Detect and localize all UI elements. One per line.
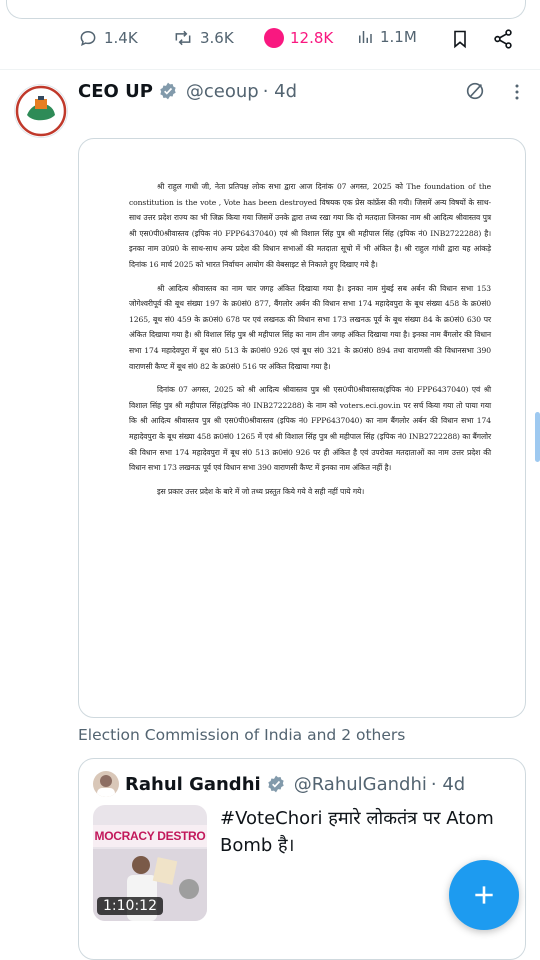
verified-badge-icon: [266, 774, 286, 794]
verified-badge-icon: [158, 81, 178, 101]
share-icon: [492, 28, 514, 50]
bookmark-button[interactable]: [450, 28, 470, 50]
quoted-author-name[interactable]: Rahul Gandhi: [125, 773, 261, 795]
repost-icon: [172, 28, 194, 48]
tweet-divider: [0, 69, 540, 70]
reply-button[interactable]: [78, 28, 138, 48]
quoted-tweet[interactable]: [78, 758, 526, 960]
compose-button[interactable]: [449, 860, 519, 930]
quoted-tweet-header: [125, 771, 465, 797]
bookmark-icon: [450, 28, 470, 50]
like-button[interactable]: [264, 28, 333, 48]
doc-paragraph-1: श्री राहुल गाधी जी, नेता प्रतिपक्ष लोक सभा द्वारा आज दिनांक 07 अगस्त, 2025 को The foundation of the constitution is the vote , Vote has been destroyed विषयक एक प्रेस कांफ्रेंस की गयी। जिसमें अन्य विषयों के साथ-साथ उत्तर प्रदेश राज्य का भी जिक्र किया गया जिसमें उनके द्वारा तथ्य रखा गया कि दो मतदाता जिनका नाम श्री आदित्य श्रीवास्तव पुत्र श्री एस0पी0श्रीवास्तव (इपिक नं0 FPP6437040) एवं श्री विशाल सिंह पुत्र श्री महीपाल सिंह (इपिक नं0 INB2722288) है। इनका नाम उ0प्र0 के साथ-साथ अन्य प्रदेश की विधान सभाओं की मतदाता सूचो में भी अंकित है। श्री राहुल गांधी द्वारा यह आंकड़े दिनांक 16 मार्च 2025 को भारत निर्वाचन आयोग की वेबसाइट से निकाले हुए दिखाए गये है।: [129, 182, 491, 269]
author-name[interactable]: CEO UP: [78, 80, 153, 102]
more-options-icon[interactable]: [514, 83, 520, 101]
previous-media-card: [6, 0, 526, 19]
rahul-gandhi-avatar[interactable]: [93, 771, 119, 797]
repost-count: 3.6K: [200, 29, 234, 47]
repost-button[interactable]: [172, 28, 234, 48]
views-button[interactable]: [356, 28, 417, 46]
press-note-document: [129, 179, 491, 507]
share-button[interactable]: [492, 28, 514, 50]
grok-icon[interactable]: [464, 80, 486, 102]
tweet-image[interactable]: [78, 138, 526, 718]
ceo-up-logo-icon: [15, 85, 67, 137]
doc-paragraph-4: इस प्रकार उत्तर प्रदेश के बारे में जो तथ्य प्रस्तुत किये गये वे सही नहीं पाये गये।: [157, 486, 365, 496]
doc-paragraph-2: श्री आदित्य श्रीवास्तव का नाम चार जगह अंकित दिखाया गया है। इनका नाम मुंबई सब अर्बन की विधान सभा 153 जोगेश्वरीपूर्व की बूथ संख्या 197 के क्र0सं0 877, बैंगलोर अर्बन की विधान सभा 174 महादेवपुरा के बूथ संख्या 458 के क्र0सं0 1265, बूथ सं0 459 के क्र0सं0 678 पर एवं लखनऊ की विधान सभा 173 लखनऊ पूर्व के बूथ संख्या 84 के क्र0सं0 630 पर अंकित दिखाया गया है। श्री विशाल सिंह पुत्र श्री महीपाल सिंह का नाम तीन जगह अंकित दिखाया गया है। इनका नाम बैंगलोर की विधान सभा 174 महादेवपुरा में बूथ सं0 513 के क्र0सं0 926 एवं बूथ सं0 321 के क्र0सं0 894 तथा वाराणसी की विधानसभा 390 वाराणसी कैण्ट में बूथ सं0 82 के क्र0सं0 516 पर अंकित दिखाया गया है।: [129, 283, 491, 371]
reply-icon: [78, 28, 98, 48]
views-icon: [356, 28, 374, 46]
views-count: 1.1M: [380, 28, 417, 46]
tweet-action-bar: [0, 28, 540, 62]
person-avatar-icon: [93, 771, 119, 797]
video-thumbnail[interactable]: [93, 805, 207, 921]
liked-heart-icon: [264, 28, 284, 48]
quoted-author-handle[interactable]: @RahulGandhi: [293, 773, 427, 795]
like-count: 12.8K: [290, 29, 334, 47]
quoted-tweet-time: · 4d: [430, 773, 466, 795]
ceo-up-avatar[interactable]: [14, 84, 68, 138]
doc-paragraph-3: दिनांक 07 अगस्त, 2025 को श्री आदित्य श्रीवास्तव पुत्र श्री एस0पी0श्रीवास्तव(इपिक नं0 FPP6437040) एवं श्री विशाल सिंह पुत्र श्री महीपाल सिंह(इपिक नं0 INB2722288) के नाम को voters.eci.gov.in पर सर्च किया गया तो पाया गया कि श्री आदित्य श्रीवास्तव पुत्र श्री एस0पी0श्रीवास्तव (इपिक नं0 FPP6437040) का नाम बैंगलोर अर्बन की विधान सभा 174 महादेवपुरा के बूथ संख्या 458 क्र0सं0 1265 में एवं श्री विशाल सिंह पुत्र श्री महीपाल सिंह (इपिक नं0 INB2722288) का बैंगलोर की विधान सभा 174 महादेवपुरा में बूथ सं0 513 क्र0सं0 926 पर ही अंकित है एवं उपरोक्त मतदाताओं का नाम उत्तर प्रदेश की विधान सभा 173 लखनऊ पूर्व एवं विधान सभा 390 वाराणसी कैण्ट में इनका नाम अंकित नहीं है।: [129, 385, 491, 473]
thumbnail-banner-text: MOCRACY DESTRO: [93, 825, 207, 847]
author-handle[interactable]: @ceoup: [185, 80, 259, 102]
reply-count: 1.4K: [104, 29, 138, 47]
scrollbar-thumb[interactable]: [535, 412, 540, 462]
tweet-time: · 4d: [262, 80, 298, 102]
mentioned-accounts[interactable]: Election Commission of India and 2 others: [78, 726, 406, 744]
video-duration: 1:10:12: [97, 897, 163, 915]
quoted-tweet-text: #VoteChori हमारे लोकतंत्र पर Atom Bomb है।: [220, 808, 494, 856]
tweet-header: [78, 78, 500, 104]
plus-icon: [471, 882, 497, 908]
